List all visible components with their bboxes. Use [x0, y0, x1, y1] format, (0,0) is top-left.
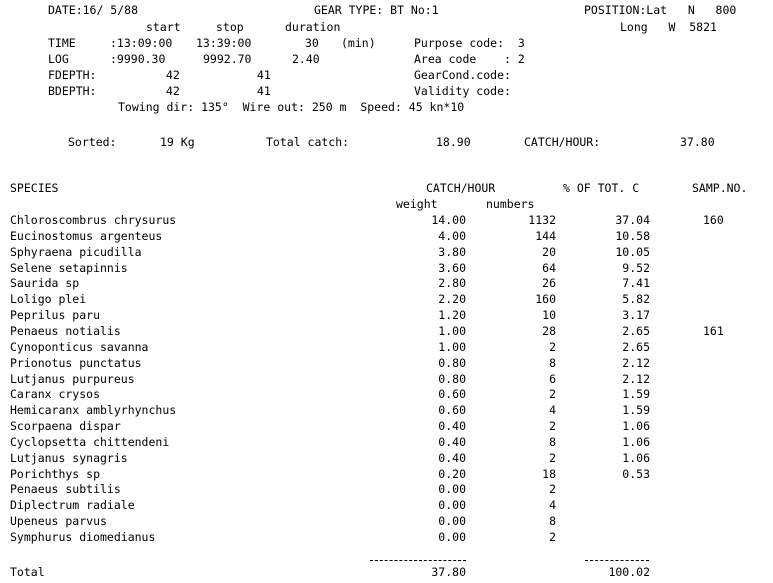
numbers-value: 144 [535, 229, 556, 243]
pct-value: 2.65 [622, 324, 650, 338]
species-name: Eucinostomus argenteus [10, 229, 163, 243]
weight-value: 3.80 [438, 245, 466, 259]
purpose-code: Purpose code: 3 [414, 36, 525, 50]
pct-value: 5.82 [622, 292, 650, 306]
pct-total-rule [585, 560, 649, 561]
position-long-label: Long W 5821 [620, 20, 717, 34]
pct-column-header: % OF TOT. C [563, 181, 640, 195]
fdepth-start: 42 [166, 68, 180, 82]
numbers-value: 8 [549, 514, 556, 528]
species-name: Penaeus subtilis [10, 482, 121, 496]
pct-value: 1.06 [622, 435, 650, 449]
fdepth-stop: 41 [257, 68, 271, 82]
weight-value: 14.00 [431, 213, 466, 227]
numbers-value: 1132 [528, 213, 556, 227]
total-catch-value: 18.90 [436, 135, 471, 149]
time-start: :13:09:00 [110, 36, 173, 50]
species-name: Porichthys sp [10, 467, 101, 481]
col-start-header: start [146, 20, 181, 34]
pct-value: 2.12 [622, 356, 650, 370]
weight-value: 1.00 [438, 340, 466, 354]
pct-value: 2.65 [622, 340, 650, 354]
pct-value: 7.41 [622, 276, 650, 290]
species-name: Hemicaranx amblyrhynchus [10, 403, 177, 417]
sorted-label: Sorted: [68, 135, 117, 149]
catch-hour-column-header: CATCH/HOUR [426, 181, 496, 195]
bdepth-start: 42 [166, 84, 180, 98]
samp-value: 161 [703, 324, 724, 338]
col-stop-header: stop [216, 20, 244, 34]
numbers-value: 2 [549, 419, 556, 433]
species-name: Upeneus parvus [10, 514, 107, 528]
numbers-value: 28 [542, 324, 556, 338]
numbers-subheader: numbers [486, 197, 535, 211]
weight-value: 0.20 [438, 467, 466, 481]
weight-value: 0.60 [438, 387, 466, 401]
numbers-value: 4 [549, 403, 556, 417]
weight-value: 0.00 [438, 482, 466, 496]
weight-value: 0.80 [438, 372, 466, 386]
weight-subheader: weight [396, 197, 438, 211]
pct-value: 3.17 [622, 308, 650, 322]
pct-value: 0.53 [622, 467, 650, 481]
samp-value: 160 [703, 213, 724, 227]
species-name: Selene setapinnis [10, 261, 128, 275]
species-column-header: SPECIES [10, 181, 59, 195]
weight-value: 3.60 [438, 261, 466, 275]
fdepth-label: FDEPTH: [48, 68, 97, 82]
total-pct: 100.02 [608, 565, 650, 579]
weight-value: 4.00 [438, 229, 466, 243]
numbers-value: 160 [535, 292, 556, 306]
species-name: Cyclopsetta chittendeni [10, 435, 170, 449]
numbers-value: 10 [542, 308, 556, 322]
numbers-value: 20 [542, 245, 556, 259]
bdepth-stop: 41 [257, 84, 271, 98]
pct-value: 37.04 [615, 213, 650, 227]
species-name: Prionotus punctatus [10, 356, 142, 370]
catch-hour-value: 37.80 [680, 135, 715, 149]
log-label: LOG [48, 52, 69, 66]
weight-value: 0.80 [438, 356, 466, 370]
sorted-value: 19 Kg [160, 135, 195, 149]
pct-value: 10.05 [615, 245, 650, 259]
gearcond-code: GearCond.code: [414, 68, 511, 82]
log-stop: 9992.70 [203, 52, 252, 66]
numbers-value: 6 [549, 372, 556, 386]
time-duration: 30 [305, 36, 319, 50]
bdepth-label: BDEPTH: [48, 84, 97, 98]
weight-value: 0.60 [438, 403, 466, 417]
species-name: Chloroscombrus chrysurus [10, 213, 177, 227]
total-catch-label: Total catch: [266, 135, 350, 149]
total-weight: 37.80 [431, 565, 466, 579]
weight-value: 2.80 [438, 276, 466, 290]
time-unit: (min) [341, 36, 376, 50]
weight-value: 2.20 [438, 292, 466, 306]
pct-value: 1.59 [622, 387, 650, 401]
species-name: Peprilus paru [10, 308, 101, 322]
col-duration-header: duration [285, 20, 341, 34]
species-name: Diplectrum radiale [10, 498, 135, 512]
species-name: Penaeus notialis [10, 324, 121, 338]
weight-value: 1.00 [438, 324, 466, 338]
towing-info: Towing dir: 135° Wire out: 250 m Speed: 45 kn*10 [118, 100, 465, 114]
numbers-value: 4 [549, 498, 556, 512]
species-name: Lutjanus purpureus [10, 372, 135, 386]
log-start: :9990.30 [110, 52, 166, 66]
weight-total-rule [370, 560, 466, 561]
species-name: Caranx crysos [10, 387, 101, 401]
numbers-value: 2 [549, 387, 556, 401]
numbers-value: 2 [549, 451, 556, 465]
catch-hour-label: CATCH/HOUR: [524, 135, 601, 149]
weight-value: 1.20 [438, 308, 466, 322]
numbers-value: 18 [542, 467, 556, 481]
species-name: Symphurus diomedianus [10, 530, 156, 544]
pct-value: 10.58 [615, 229, 650, 243]
species-name: Lutjanus synagris [10, 451, 128, 465]
species-name: Saurida sp [10, 276, 80, 290]
weight-value: 0.40 [438, 451, 466, 465]
weight-value: 0.40 [438, 435, 466, 449]
gear-type-label: GEAR TYPE: BT No:1 [314, 3, 439, 17]
species-name: Loligo plei [10, 292, 87, 306]
weight-value: 0.40 [438, 419, 466, 433]
validity-code: Validity code: [414, 84, 511, 98]
numbers-value: 2 [549, 482, 556, 496]
position-lat-label: POSITION:Lat N 800 [584, 3, 737, 17]
numbers-value: 8 [549, 356, 556, 370]
area-code: Area code : 2 [414, 52, 525, 66]
pct-value: 9.52 [622, 261, 650, 275]
log-duration: 2.40 [292, 52, 320, 66]
species-name: Sphyraena picudilla [10, 245, 142, 259]
weight-value: 0.00 [438, 514, 466, 528]
pct-value: 2.12 [622, 372, 650, 386]
numbers-value: 26 [542, 276, 556, 290]
pct-value: 1.06 [622, 451, 650, 465]
time-stop: 13:39:00 [196, 36, 252, 50]
pct-value: 1.06 [622, 419, 650, 433]
numbers-value: 64 [542, 261, 556, 275]
species-name: Cynoponticus savanna [10, 340, 149, 354]
numbers-value: 2 [549, 340, 556, 354]
numbers-value: 8 [549, 435, 556, 449]
numbers-value: 2 [549, 530, 556, 544]
samp-column-header: SAMP.NO. [692, 181, 748, 195]
pct-value: 1.59 [622, 403, 650, 417]
weight-value: 0.00 [438, 498, 466, 512]
weight-value: 0.00 [438, 530, 466, 544]
date-label: DATE:16/ 5/88 [48, 3, 139, 17]
species-name: Scorpaena dispar [10, 419, 121, 433]
time-label: TIME [48, 36, 76, 50]
total-label: Total [10, 565, 45, 579]
